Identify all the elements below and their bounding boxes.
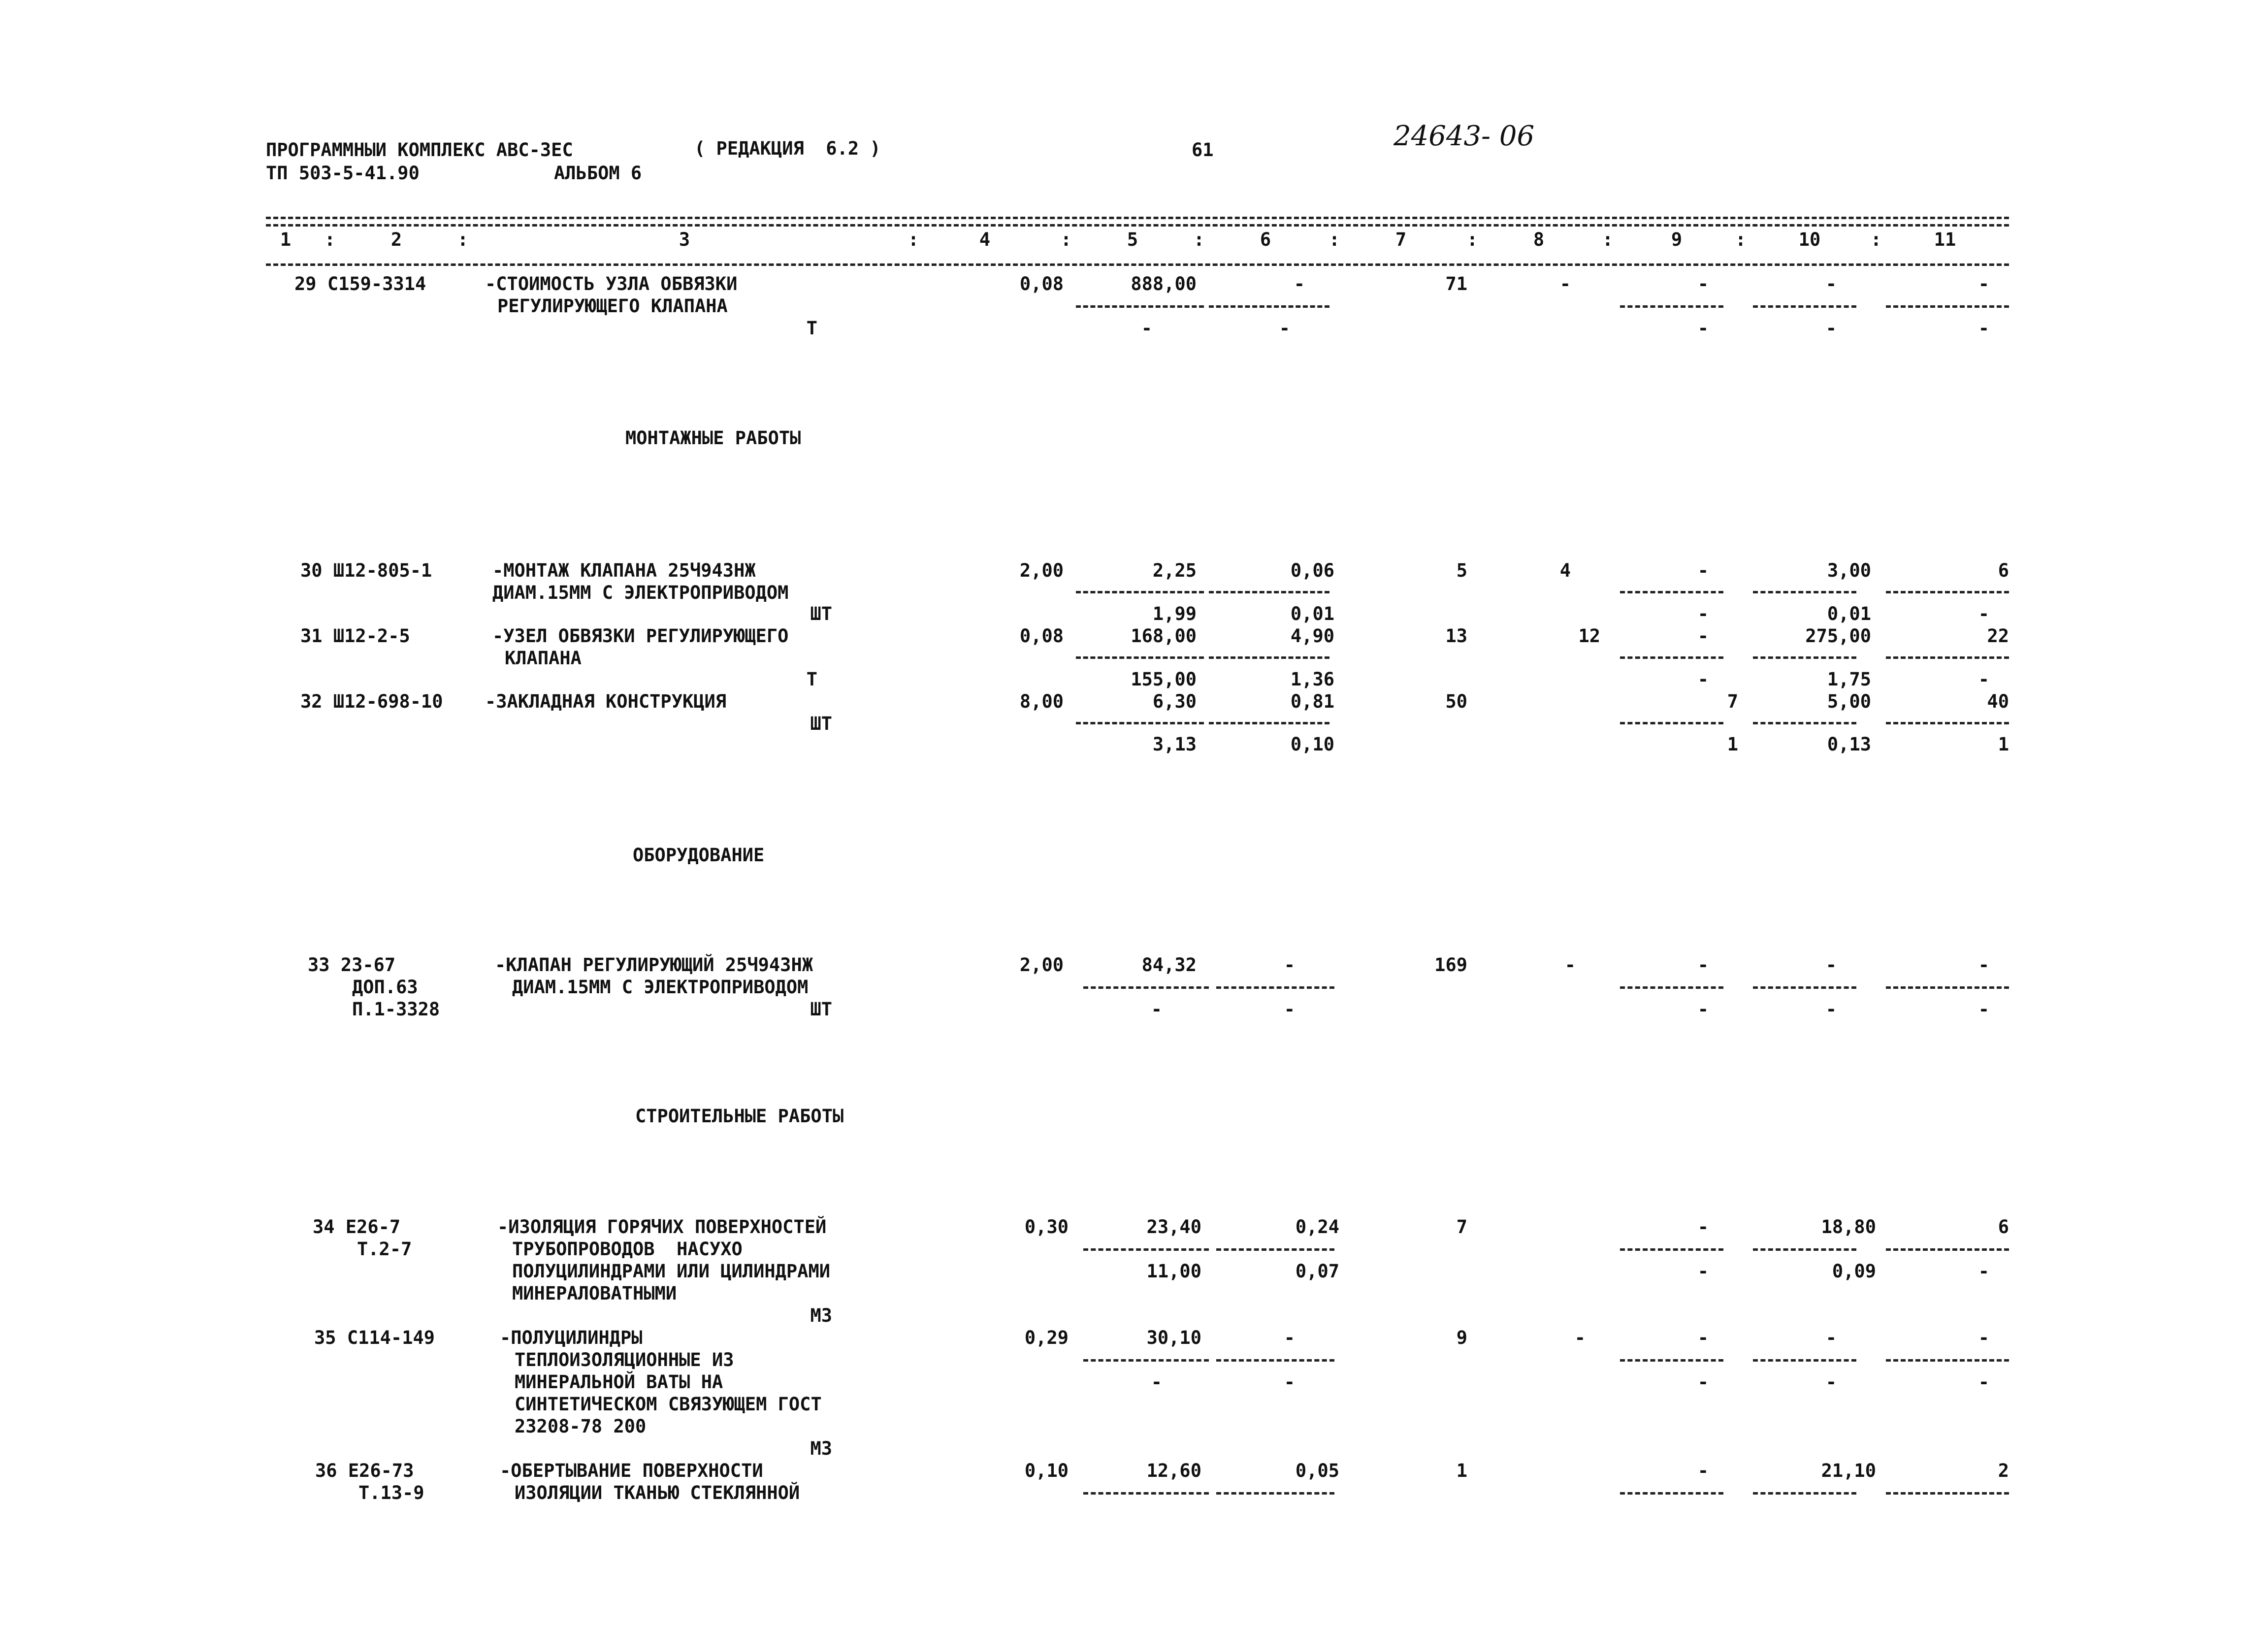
subtotal-rule <box>1620 1248 1723 1251</box>
cell-col6: 0,81 <box>1290 691 1334 712</box>
program-title: ПРОГРАММНЫИ КОМПЛЕКС АВС-3ЕС <box>266 139 573 161</box>
cell-col10-sub: 0,13 <box>1827 734 1871 755</box>
row-description: РЕГУЛИРУЮЩЕГО КЛАПАНА <box>497 295 728 317</box>
cell-col7: 169 <box>1434 954 1467 976</box>
subtotal-rule <box>1620 591 1723 593</box>
cell-col11: - <box>1978 273 1989 294</box>
subtotal-rule <box>1886 1492 2009 1495</box>
cell-col5: 888,00 <box>1131 273 1197 294</box>
subtotal-rule <box>1216 1359 1334 1362</box>
row-description: ТЕПЛОИЗОЛЯЦИОННЫЕ ИЗ <box>515 1349 734 1370</box>
row-description: КЛАПАНА <box>505 648 582 669</box>
cell-col7: 71 <box>1445 273 1467 294</box>
cell-col11-sub: 1 <box>1998 734 2009 755</box>
cell-col6-sub: - <box>1284 999 1295 1020</box>
row-code: 36 Е26-73 <box>315 1460 414 1481</box>
cell-col9: - <box>1697 1216 1709 1238</box>
col-header-11: 11 <box>1934 229 1956 250</box>
row-description: -КЛАПАН РЕГУЛИРУЮЩИЙ 25Ч943НЖ <box>495 954 813 976</box>
cell-col7: 50 <box>1445 691 1467 712</box>
subtotal-rule <box>1083 1359 1209 1362</box>
row-unit: Т <box>806 318 817 339</box>
row-unit: М3 <box>810 1305 832 1326</box>
cell-col4: 8,00 <box>1019 691 1064 712</box>
subtotal-rule <box>1216 986 1334 989</box>
col-header-7: 7 <box>1395 229 1407 250</box>
subtotal-rule <box>1886 591 2009 593</box>
row-description: СИНТЕТИЧЕСКОМ СВЯЗУЮЩЕМ ГОСТ <box>515 1394 822 1415</box>
cell-col6: - <box>1284 954 1295 976</box>
row-description: МИНЕРАЛОВАТНЫМИ <box>512 1283 677 1304</box>
header-rule-top <box>266 217 2009 219</box>
cell-col10: - <box>1825 1327 1837 1348</box>
subtotal-rule <box>1753 986 1856 989</box>
col-header-sep: : <box>1735 229 1747 250</box>
cell-col4: 0,10 <box>1024 1460 1069 1481</box>
row-code: 32 Ш12-698-10 <box>300 691 443 712</box>
row-description: ПОЛУЦИЛИНДРАМИ ИЛИ ЦИЛИНДРАМИ <box>512 1261 831 1282</box>
cell-col9-sub: - <box>1697 669 1709 690</box>
row-description: -УЗЕЛ ОБВЯЗКИ РЕГУЛИРУЮЩЕГО <box>492 625 789 647</box>
col-header-5: 5 <box>1127 229 1138 250</box>
cell-col9-sub: - <box>1697 999 1709 1020</box>
row-description: -ПОЛУЦИЛИНДРЫ <box>500 1327 643 1348</box>
cell-col10-sub: - <box>1825 1371 1837 1393</box>
cell-col11-sub: - <box>1978 1261 1989 1282</box>
subtotal-rule <box>1753 656 1856 659</box>
cell-col10-sub: 1,75 <box>1827 669 1871 690</box>
row-description: -МОНТАЖ КЛАПАНА 25Ч943НЖ <box>492 560 756 581</box>
cell-col11: 22 <box>1987 625 2009 647</box>
col-header-3: 3 <box>679 229 690 250</box>
row-code: 31 Ш12-2-5 <box>300 625 410 647</box>
cell-col6-sub: - <box>1279 318 1290 339</box>
col-header-sep: : <box>1602 229 1614 250</box>
cell-col10: 21,10 <box>1821 1460 1876 1481</box>
row-code: 34 Е26-7 <box>313 1216 401 1238</box>
col-header-sep: : <box>1060 229 1072 250</box>
row-code: Т.2-7 <box>357 1238 412 1260</box>
cell-col11: 2 <box>1998 1460 2009 1481</box>
cell-col10: 275,00 <box>1805 625 1871 647</box>
row-code: Т.13-9 <box>358 1482 424 1503</box>
col-header-sep: : <box>457 229 469 250</box>
cell-col11: 40 <box>1987 691 2009 712</box>
cell-col6: - <box>1294 273 1305 294</box>
subtotal-rule <box>1076 722 1204 724</box>
cell-col9: - <box>1697 1460 1709 1481</box>
col-header-8: 8 <box>1533 229 1545 250</box>
row-unit: М3 <box>810 1438 832 1459</box>
row-description: МИНЕРАЛЬНОЙ ВАТЫ НА <box>515 1371 723 1393</box>
row-code: 30 Ш12-805-1 <box>300 560 432 581</box>
cell-col9: - <box>1697 625 1709 647</box>
col-header-sep: : <box>324 229 336 250</box>
cell-col10-sub: 0,09 <box>1832 1261 1876 1282</box>
subtotal-rule <box>1753 1359 1856 1362</box>
row-description: ТРУБОПРОВОДОВ НАСУХО <box>512 1238 743 1260</box>
cell-col5-sub: 155,00 <box>1131 669 1197 690</box>
cell-col5: 30,10 <box>1146 1327 1201 1348</box>
cell-col10: 3,00 <box>1827 560 1871 581</box>
subtotal-rule <box>1886 305 2009 308</box>
section-title: СТРОИТЕЛЬНЫЕ РАБОТЫ <box>635 1106 844 1127</box>
subtotal-rule <box>1753 1492 1856 1495</box>
cell-col4: 0,08 <box>1019 625 1064 647</box>
cell-col9: - <box>1697 560 1709 581</box>
cell-col5-sub: - <box>1151 1371 1162 1393</box>
subtotal-rule <box>1083 986 1209 989</box>
col-header-6: 6 <box>1260 229 1271 250</box>
col-header-1: 1 <box>280 229 292 250</box>
cell-col8: - <box>1564 954 1576 976</box>
cell-col9-sub: - <box>1697 603 1709 624</box>
cell-col8: 12 <box>1578 625 1600 647</box>
subtotal-rule <box>1209 656 1329 659</box>
row-description: 23208-78 200 <box>515 1416 647 1437</box>
cell-col11-sub: - <box>1978 1371 1989 1393</box>
col-header-sep: : <box>907 229 919 250</box>
header-rule-bottom <box>266 263 2009 266</box>
cell-col5: 6,30 <box>1152 691 1197 712</box>
cell-col7: 1 <box>1456 1460 1467 1481</box>
cell-col11-sub: - <box>1978 318 1989 339</box>
row-code: 35 С114-149 <box>314 1327 435 1348</box>
row-description: ДИАМ.15ММ С ЭЛЕКТРОПРИВОДОМ <box>492 582 789 603</box>
subtotal-rule <box>1753 1248 1856 1251</box>
subtotal-rule <box>1076 656 1204 659</box>
cell-col11: 6 <box>1998 560 2009 581</box>
subtotal-rule <box>1886 722 2009 724</box>
cell-col5: 84,32 <box>1141 954 1197 976</box>
subtotal-rule <box>1886 986 2009 989</box>
col-header-9: 9 <box>1671 229 1683 250</box>
cell-col6: - <box>1284 1327 1295 1348</box>
project-code: ТП 503-5-41.90 <box>266 163 420 184</box>
col-header-sep: : <box>1466 229 1478 250</box>
row-unit: Т <box>806 669 817 690</box>
cell-col9: - <box>1697 954 1709 976</box>
row-code: 33 23-67 <box>308 954 396 976</box>
cell-col11-sub: - <box>1978 669 1989 690</box>
cell-col5-sub: - <box>1141 318 1152 339</box>
edition-label: ( РЕДАКЦИЯ 6.2 ) <box>694 138 881 159</box>
cell-col10: 5,00 <box>1827 691 1871 712</box>
cell-col7: 5 <box>1456 560 1467 581</box>
page-number: 61 <box>1192 139 1214 161</box>
row-code: П.1-3328 <box>352 999 440 1020</box>
cell-col11: - <box>1978 1327 1989 1348</box>
cell-col4: 0,29 <box>1024 1327 1069 1348</box>
row-unit: ШТ <box>810 999 832 1020</box>
cell-col6-sub: 0,10 <box>1290 734 1334 755</box>
subtotal-rule <box>1209 305 1329 308</box>
cell-col8: 4 <box>1559 560 1571 581</box>
cell-col9: - <box>1697 1327 1709 1348</box>
cell-col4: 2,00 <box>1019 560 1064 581</box>
subtotal-rule <box>1753 591 1856 593</box>
cell-col4: 0,30 <box>1024 1216 1069 1238</box>
cell-col5: 168,00 <box>1131 625 1197 647</box>
cell-col5: 12,60 <box>1146 1460 1201 1481</box>
subtotal-rule <box>1076 591 1204 593</box>
subtotal-rule <box>1620 1492 1723 1495</box>
cell-col9: - <box>1697 273 1709 294</box>
row-description: -ЗАКЛАДНАЯ КОНСТРУКЦИЯ <box>485 691 727 712</box>
cell-col5-sub: 1,99 <box>1152 603 1197 624</box>
row-description: -СТОИМОСТЬ УЗЛА ОБВЯЗКИ <box>485 273 738 294</box>
subtotal-rule <box>1620 722 1723 724</box>
cell-col5-sub: 11,00 <box>1146 1261 1201 1282</box>
subtotal-rule <box>1209 722 1329 724</box>
cell-col9-sub: 1 <box>1727 734 1738 755</box>
cell-col8: - <box>1574 1327 1586 1348</box>
handwritten-document-code: 24643- 06 <box>1393 120 1535 152</box>
cell-col6-sub: - <box>1284 1371 1295 1393</box>
subtotal-rule <box>1886 656 2009 659</box>
cell-col10-sub: 0,01 <box>1827 603 1871 624</box>
col-header-10: 10 <box>1798 229 1821 250</box>
cell-col11: 6 <box>1998 1216 2009 1238</box>
row-description: -ИЗОЛЯЦИЯ ГОРЯЧИХ ПОВЕРХНОСТЕЙ <box>497 1216 827 1238</box>
cell-col9-sub: - <box>1697 1371 1709 1393</box>
cell-col4: 0,08 <box>1019 273 1064 294</box>
subtotal-rule <box>1076 305 1204 308</box>
cell-col6-sub: 0,07 <box>1295 1261 1339 1282</box>
subtotal-rule <box>1620 986 1723 989</box>
subtotal-rule <box>1209 591 1329 593</box>
subtotal-rule <box>1753 722 1856 724</box>
cell-col6-sub: 0,01 <box>1290 603 1334 624</box>
cell-col10: - <box>1825 273 1837 294</box>
cell-col6: 4,90 <box>1290 625 1334 647</box>
subtotal-rule <box>1083 1248 1209 1251</box>
subtotal-rule <box>1620 305 1723 308</box>
cell-col7: 7 <box>1456 1216 1467 1238</box>
row-description: -ОБЕРТЫВАНИЕ ПОВЕРХНОСТИ <box>500 1460 763 1481</box>
header-rule-top-2 <box>266 224 2009 227</box>
row-code: 29 С159-3314 <box>294 273 426 294</box>
cell-col6: 0,24 <box>1295 1216 1339 1238</box>
cell-col4: 2,00 <box>1019 954 1064 976</box>
cell-col11-sub: - <box>1978 603 1989 624</box>
subtotal-rule <box>1886 1359 2009 1362</box>
subtotal-rule <box>1216 1492 1334 1495</box>
row-description: ИЗОЛЯЦИИ ТКАНЬЮ СТЕКЛЯННОЙ <box>515 1482 800 1503</box>
col-header-sep: : <box>1870 229 1882 250</box>
cell-col5-sub: 3,13 <box>1152 734 1197 755</box>
cell-col10-sub: - <box>1825 318 1837 339</box>
cell-col6: 0,06 <box>1290 560 1334 581</box>
cell-col6: 0,05 <box>1295 1460 1339 1481</box>
row-description: ДИАМ.15ММ С ЭЛЕКТРОПРИВОДОМ <box>512 977 809 998</box>
subtotal-rule <box>1216 1248 1334 1251</box>
album-label: АЛЬБОМ 6 <box>554 163 642 184</box>
row-unit: ШТ <box>810 713 832 734</box>
cell-col10: 18,80 <box>1821 1216 1876 1238</box>
subtotal-rule <box>1083 1492 1209 1495</box>
subtotal-rule <box>1886 1248 2009 1251</box>
subtotal-rule <box>1620 656 1723 659</box>
col-header-sep: : <box>1328 229 1340 250</box>
section-title: ОБОРУДОВАНИЕ <box>633 845 765 866</box>
cell-col7: 9 <box>1456 1327 1467 1348</box>
subtotal-rule <box>1620 1359 1723 1362</box>
cell-col6-sub: 1,36 <box>1290 669 1334 690</box>
col-header-sep: : <box>1193 229 1205 250</box>
cell-col5: 2,25 <box>1152 560 1197 581</box>
subtotal-rule <box>1753 305 1856 308</box>
cell-col11-sub: - <box>1978 999 1989 1020</box>
cell-col10-sub: - <box>1825 999 1837 1020</box>
col-header-4: 4 <box>979 229 991 250</box>
cell-col8: - <box>1559 273 1571 294</box>
cell-col9: 7 <box>1727 691 1738 712</box>
cell-col11: - <box>1978 954 1989 976</box>
row-code: ДОП.63 <box>352 977 418 998</box>
row-unit: ШТ <box>810 603 832 624</box>
cell-col5-sub: - <box>1151 999 1162 1020</box>
cell-col5: 23,40 <box>1146 1216 1201 1238</box>
col-header-2: 2 <box>390 229 402 250</box>
cell-col10: - <box>1825 954 1837 976</box>
section-title: МОНТАЖНЫЕ РАБОТЫ <box>625 427 801 449</box>
cell-col7: 13 <box>1445 625 1467 647</box>
cell-col9-sub: - <box>1697 1261 1709 1282</box>
cell-col9-sub: - <box>1697 318 1709 339</box>
